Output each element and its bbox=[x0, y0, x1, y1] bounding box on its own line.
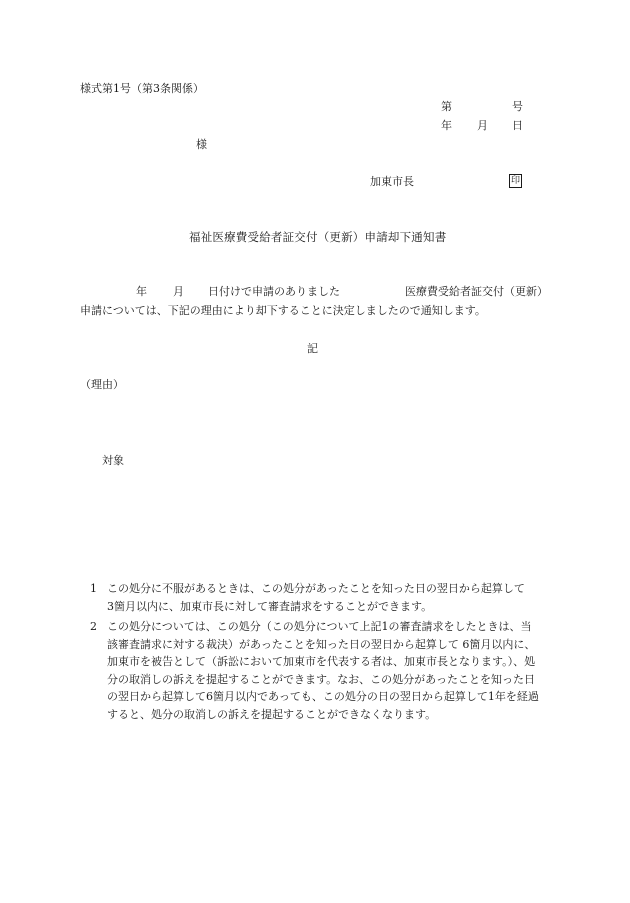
date-month: 月 bbox=[477, 119, 488, 132]
body-month: 月 bbox=[173, 285, 184, 298]
ki-heading: 記 bbox=[307, 342, 318, 355]
doc-number-prefix: 第 bbox=[441, 100, 452, 113]
body-cert-text: 医療費受給者証交付（更新） bbox=[405, 285, 548, 298]
note-2-line: の翌日から起算して6箇月以内であっても、この処分の日の翌日から起算して1年を経過 bbox=[107, 690, 539, 703]
note-2-line: すると、処分の取消しの訴えを提起することができなくなります。 bbox=[107, 707, 437, 721]
form-number: 様式第1号（第3条関係） bbox=[80, 82, 204, 95]
note-1-number: 1 bbox=[90, 582, 97, 595]
body-line-2: 申請については、下記の理由により却下することに決定しましたので通知します。 bbox=[80, 304, 486, 317]
note-2-line: この処分については、この処分（この処分について上記1の審査請求をしたときは、当 bbox=[107, 620, 532, 633]
body-year: 年 bbox=[136, 285, 147, 298]
note-1-line: 3箇月以内に、加東市長に対して審査請求をすることができます。 bbox=[107, 599, 433, 613]
note-2 bbox=[90, 618, 560, 723]
note-2-line: 加東市を被告として（訴訟において加東市を代表する者は、加東市長となります。）、処 bbox=[107, 655, 536, 668]
document-title: 福祉医療費受給者証交付（更新）申請却下通知書 bbox=[189, 230, 447, 244]
body-date-text: 日付けで申請のありました bbox=[208, 285, 340, 298]
addressee-suffix: 様 bbox=[196, 138, 207, 151]
doc-number-suffix: 号 bbox=[512, 100, 523, 113]
note-2-number: 2 bbox=[90, 620, 97, 633]
date-year: 年 bbox=[441, 119, 452, 132]
note-1 bbox=[90, 580, 560, 615]
reason-label: （理由） bbox=[80, 378, 124, 391]
seal-mark: 印 bbox=[510, 176, 520, 186]
date-day: 日 bbox=[512, 119, 523, 132]
target-label: 対象 bbox=[102, 454, 124, 467]
note-1-line: この処分に不服があるときは、この処分があったことを知った日の翌日から起算して bbox=[107, 582, 525, 595]
issuer: 加東市長 bbox=[370, 175, 414, 188]
note-2-line: 分の取消しの訴えを提起することができます。なお、この処分があったことを知った日 bbox=[107, 672, 536, 686]
note-2-line: 該審査請求に対する裁決）があったことを知った日の翌日から起算して 6箇月以内に、 bbox=[107, 637, 536, 651]
